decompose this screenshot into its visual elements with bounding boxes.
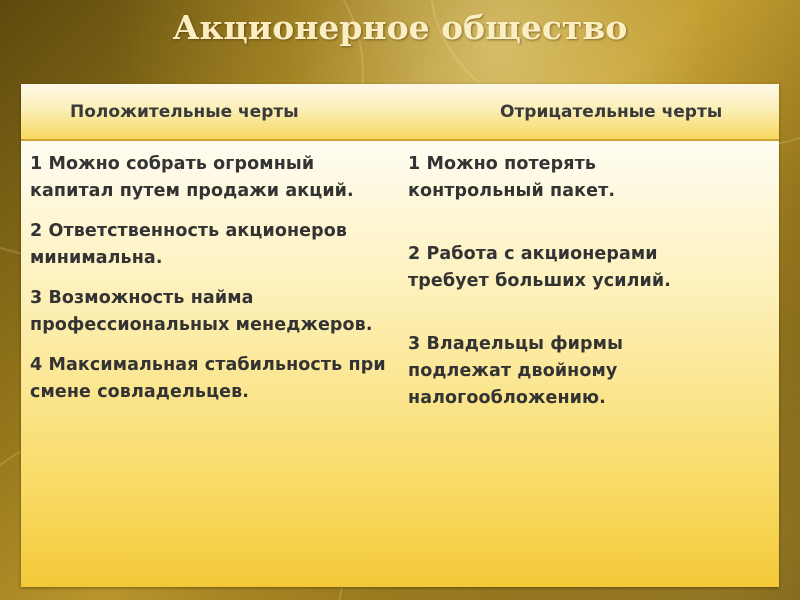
positive-column — [21, 141, 400, 587]
slide-title: Акционерное общество — [172, 8, 628, 47]
negative-item: 2 Работа с акционерами требует больших усилий. — [408, 244, 671, 291]
positive-item: 3 Возможность найма профессиональных менеджеров. — [30, 288, 373, 335]
table-header-row — [21, 84, 779, 141]
positive-item: 2 Ответственность акционеров минимальна. — [30, 221, 348, 268]
positive-item: 1 Можно собрать огромный капитал путем продажи акций. — [30, 154, 354, 201]
negative-column — [400, 141, 779, 587]
negative-item: 3 Владельцы фирмы подлежат двойному налогообложению. — [408, 334, 623, 408]
table-body-row — [21, 141, 779, 587]
positive-item: 4 Максимальная стабильность при смене совладельцев. — [30, 355, 386, 402]
header-positive: Положительные черты — [70, 101, 299, 122]
header-negative: Отрицательные черты — [500, 101, 723, 122]
negative-item: 1 Можно потерять контрольный пакет. — [408, 154, 616, 201]
comparison-table — [21, 84, 779, 587]
